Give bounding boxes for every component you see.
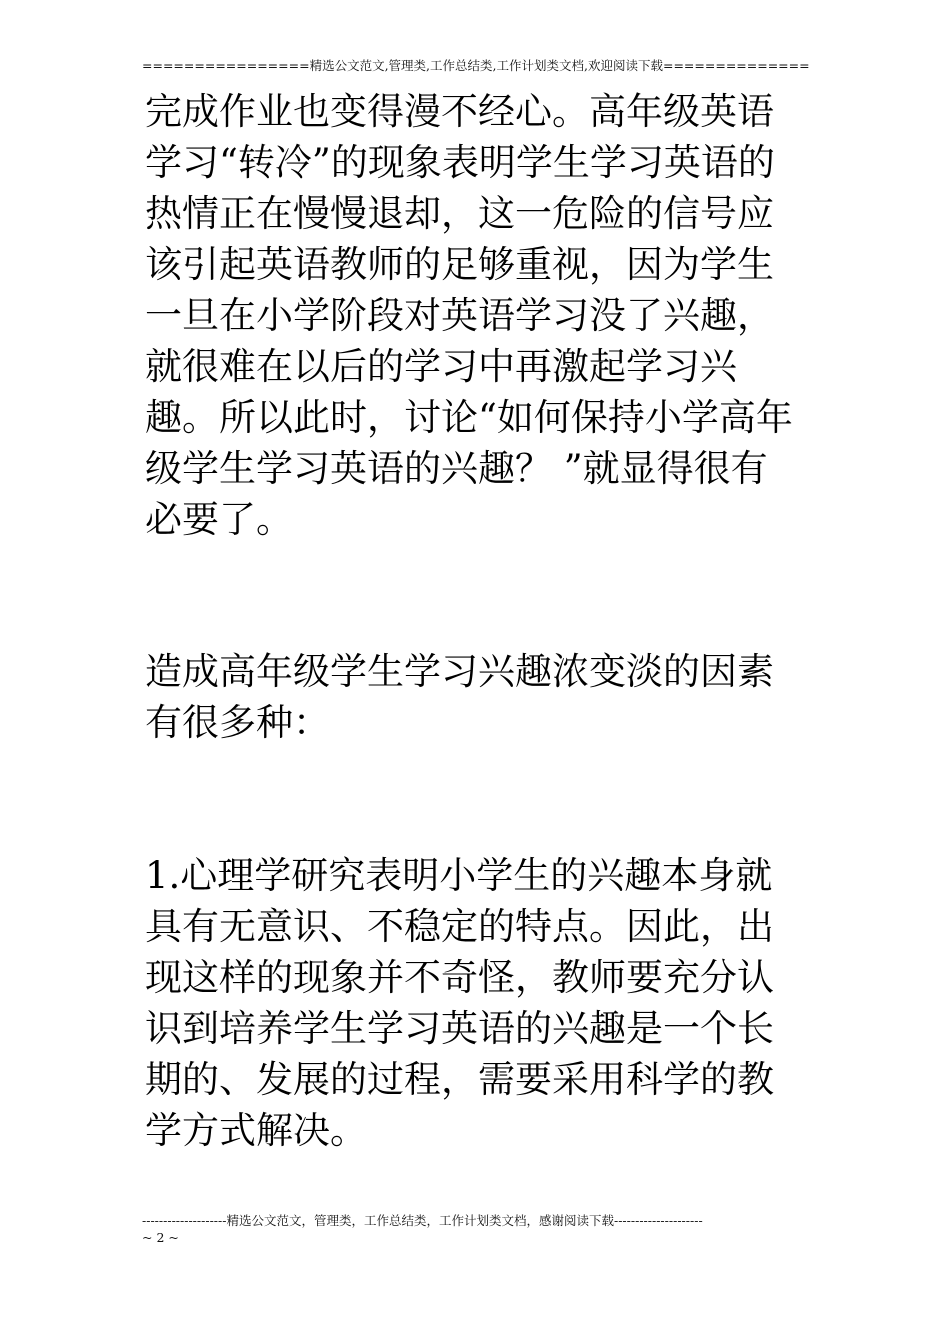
paragraph-2 xyxy=(145,646,820,748)
document-body xyxy=(145,86,820,1156)
text-line: 学方式解决。 xyxy=(145,1109,367,1152)
text-line: 完成作业也变得漫不经心。高年级英语 xyxy=(145,90,774,133)
page-header: ================精选公文范文,管理类,工作总结类,工作计划类文档,欢迎阅读下载============== xyxy=(142,58,810,73)
text-line: 具有无意识、不稳定的特点。因此，出 xyxy=(145,905,774,948)
text-line: 一旦在小学阶段对英语学习没了兴趣， xyxy=(145,294,774,337)
text-line: 该引起英语教师的足够重视，因为学生 xyxy=(145,243,774,286)
text-line: 有很多种： xyxy=(145,701,330,744)
text-line: 识到培养学生学习英语的兴趣是一个长 xyxy=(145,1007,774,1050)
page-footer: --------------------精选公文范文，管理类，工作总结类，工作计划类文档，感谢阅读下载--------------------- xyxy=(142,1213,703,1228)
paragraph-1 xyxy=(145,86,820,545)
text-line: 学习“转冷”的现象表明学生学习英语的 xyxy=(145,141,775,184)
text-line: 现这样的现象并不奇怪，教师要充分认 xyxy=(145,956,774,999)
text-line: 1.心理学研究表明小学生的兴趣本身就 xyxy=(145,854,773,897)
paragraph-3 xyxy=(145,850,820,1156)
text-line: 级学生学习英语的兴趣？ ”就显得很有 xyxy=(145,447,768,490)
text-line: 热情正在慢慢退却，这一危险的信号应 xyxy=(145,192,774,235)
page-number: ~ 2 ~ xyxy=(142,1230,179,1245)
text-line: 就很难在以后的学习中再激起学习兴 xyxy=(145,345,737,388)
text-line: 趣。所以此时，讨论“如何保持小学高年 xyxy=(145,396,793,439)
text-line: 期的、发展的过程，需要采用科学的教 xyxy=(145,1058,774,1101)
text-line: 造成高年级学生学习兴趣浓变淡的因素 xyxy=(145,650,774,693)
text-line: 必要了。 xyxy=(145,498,293,541)
